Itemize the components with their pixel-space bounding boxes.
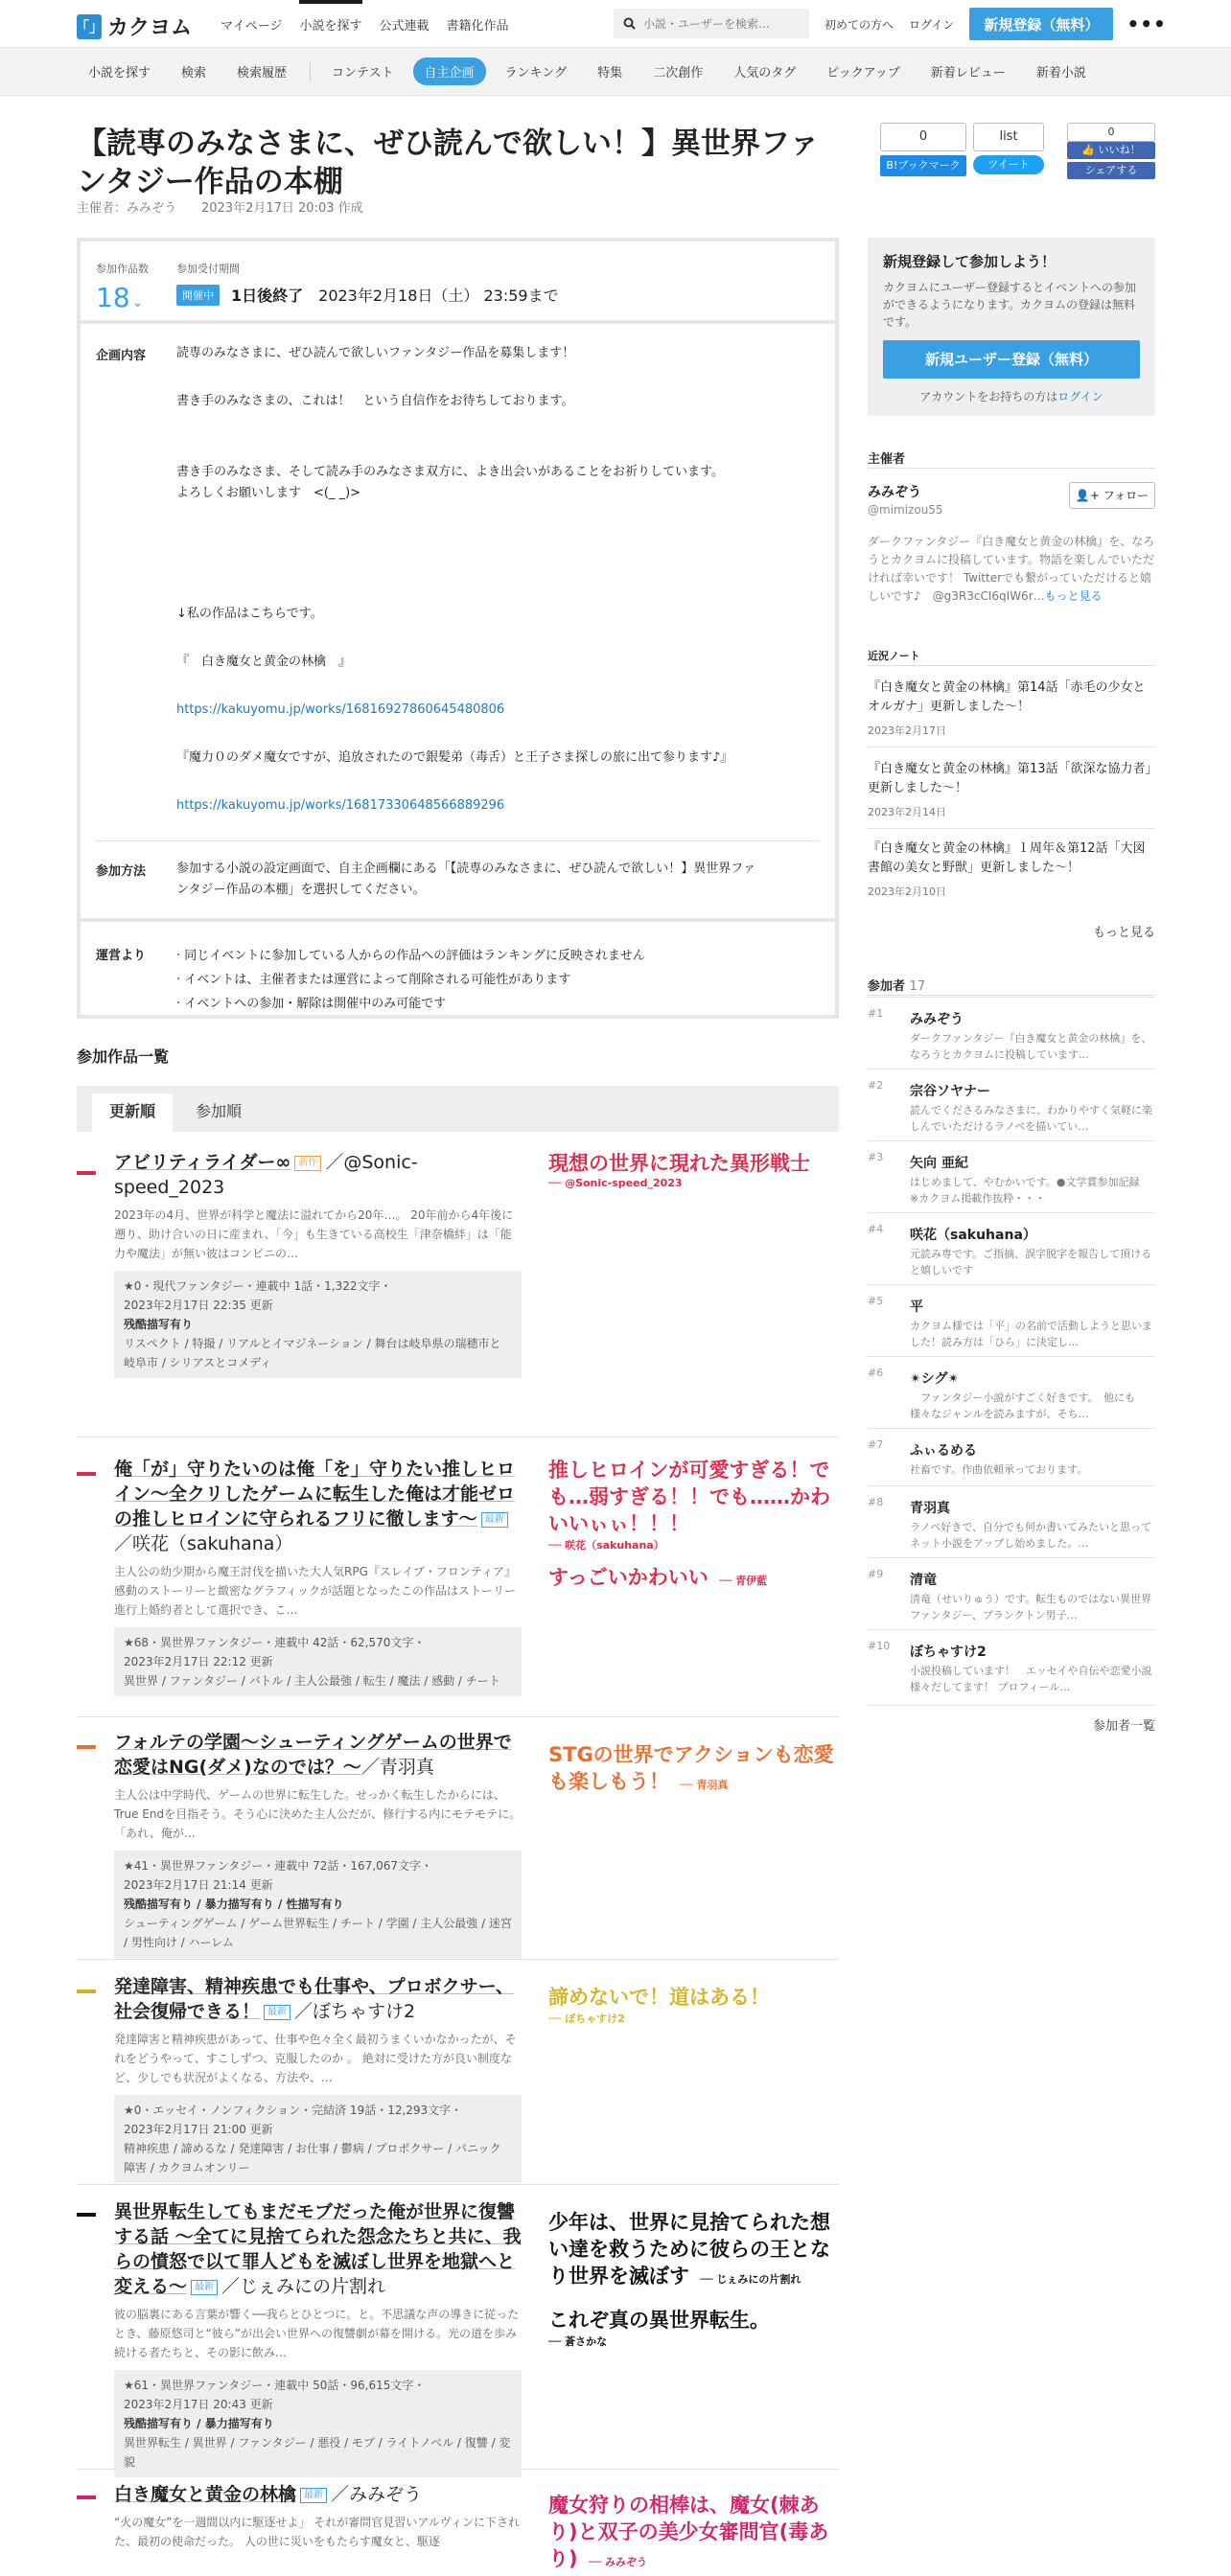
search-box[interactable] [614,9,809,38]
participant-item[interactable]: #2 宗谷ソヤナー 読んでくださるみなさまに、わかりやすく気軽に楽しんでいただけるラノベを描いてい… [868,1069,1155,1140]
work-catch [548,1457,836,1595]
color-bar [77,1171,96,1175]
list-share[interactable] [973,123,1044,174]
work-desc: 2023年の4月、世界が科学と魔法に溢れてから20年…。 20年前から4年後に遡り、助け合いの日に産まれ、「今」も生きている高校生「津奈橋絆」は「能力や魔法」が無い彼はコンビニの… [114,1208,514,1260]
login-line: アカウントをお持ちの方はログイン [919,390,1103,403]
note-date: 2023年2月17日 [868,724,946,737]
more-menu-button[interactable]: ••• [1126,12,1167,35]
global-header [0,0,1231,48]
color-bar [77,1472,96,1476]
host-heading: 主催者 [868,452,906,467]
participants-count: 17 [909,979,926,994]
work-desc: 彼の脳裏にある言葉が響く──我らとひとつに。と。不思議な声の導きに従ったとき、藤原悠司と“彼ら”が出会い世界への復讐劇が幕を開ける。光の道を歩み続ける者たちと、その影に飲み… [114,2308,520,2359]
note-item[interactable] [868,760,1155,829]
nav-mypage[interactable]: マイページ [221,18,283,34]
color-bar [77,1745,96,1749]
work-warnings: 残酷描写有り / 暴力描写有り [124,2417,274,2430]
catch-copy-2: すっごいかわいい ── 青伊藍 [548,1566,768,1589]
subnav-new-novels[interactable]: 新着小説 [1035,66,1086,80]
color-bar [77,1990,96,1993]
search-icon [623,17,636,30]
work-stats: ★0・現代ファンタジー・連載中 1話・1,322文字・ [124,1279,392,1293]
work-title[interactable]: 俺「が」守りたいのは俺「を」守りたい推しヒロイン～全クリしたゲームに転生した俺は才能ゼロの推しヒロインに守られるフリに徹します～ 最新／咲花（sakuhana） [114,1459,516,1554]
subnav-new-reviews[interactable]: 新着レビュー [930,66,1006,80]
work-warnings: 残酷描写有り / 暴力描写有り / 性描写有り [124,1898,344,1911]
event-description [81,328,835,922]
note-date: 2023年2月14日 [868,806,946,818]
participant-item[interactable]: #1 みみぞう ダークファンタジー『白き魔女と黄金の林檎』を、なろうとカクヨムに投稿しています… [868,997,1155,1069]
work-updated: 2023年2月17日 21:00 更新 [124,2123,273,2136]
work-author[interactable]: ／じぇみにの片割れ [221,2276,386,2297]
method-text-2: ンタジー作品の本棚」を選択してください。 [176,883,426,897]
note-date: 2023年2月10日 [868,886,946,898]
work-author[interactable]: ／みみぞう [331,2484,423,2505]
work-updated: 2023年2月17日 22:12 更新 [124,1655,273,1668]
note-title[interactable]: 『白き魔女と黄金の林檎』１周年＆第12話「大図書館の美女と野獣」更新しました～！ [868,841,1146,875]
catch-copy: 少年は、世界に見捨てられた想い達を救うために彼らの王となり世界を滅ぼす ── じぇみにの片割れ [548,2211,830,2288]
work-item [77,1730,839,1960]
note-item: · イベントは、主催者または運営によって削除される可能性があります [176,973,571,987]
work-catch [548,1741,836,1799]
work-catch [548,1150,836,1189]
desc-p5: ↓私の作品はこちらです。 [176,607,323,621]
tab-updated[interactable]: 更新順 [92,1093,173,1132]
work-tags[interactable]: 異世界 / ファンタジー / バトル / 主人公最強 / 転生 / 魔法 / 感動 / チート [124,1674,500,1688]
catch-copy-2: これぞ真の異世界転生。 [548,2309,770,2332]
work-warnings: 残酷描写有り [124,1318,194,1331]
participants-more-link[interactable]: 参加者一覧 [1092,1719,1155,1734]
notes-more-link[interactable]: もっと見る [1092,926,1155,940]
catch-author[interactable]: ── ぼちゃすけ2 [548,2012,625,2025]
work-stats: ★61・異世界ファンタジー・連載中 50話・96,615文字・ [124,2379,426,2392]
fb-count: 0 [1067,123,1155,142]
new-badge: 最新 [191,2280,218,2295]
work-desc: 主人公は中学時代、ゲームの世界に転生した。せっかく転生したからには、True Endを目指そう。そう心に決めた主人公だが、修行する内にモテモテに。「あれ、俺が… [114,1788,522,1840]
host-more-link[interactable]: もっと見る [1044,589,1103,603]
work-tags[interactable]: 精神疾患 / 諦めるな / 発達障害 / お仕事 / 鬱病 / プロボクサー / パニック障害 / カクヨムオンリー [124,2142,501,2174]
desc-p2: 書き手のみなさまの、これは！ という自信作をお待ちしております。 [176,394,574,408]
host-id: @mimizou55 [868,503,943,517]
work-author[interactable]: ／咲花（sakuhana） [114,1533,293,1554]
new-badge: 最新 [300,2488,327,2503]
register-button[interactable]: 新規ユーザー登録（無料） [883,340,1140,379]
person-plus-icon: 👤+ [1075,489,1100,502]
participants-heading: 参加者 17 [868,979,926,994]
signup-button[interactable]: 新規登録（無料） [969,8,1113,40]
divider [96,840,820,841]
work-meta [114,1271,522,1378]
desc-p4: よろしくお願いします <(_ _)> [176,486,361,500]
work-catch [548,1984,836,2026]
catch-author[interactable]: ── 青羽真 [680,1779,729,1791]
deadline-label: 参加受付期間 [176,263,240,275]
participant-item[interactable]: #7 ふぃるめる 社畜です。作曲依頼承っております。 [868,1428,1155,1485]
work-author[interactable]: ／@Sonic-speed_2023 [114,1152,418,1198]
subnav-pickup[interactable]: ピックアップ [826,66,900,80]
participant-item[interactable]: #9 清竜 清竜（せいりゅう）です。転生ものではない異世界ファンタジー、ブランクトン男子… [868,1557,1155,1629]
works-num: 18 [96,282,130,313]
work-stats: ★0・エッセイ・ノンフィクション・完結済 19話・12,293文字・ [124,2104,463,2117]
subnav-user-events[interactable]: 自主企画 [413,58,486,85]
note-item: · 同じイベントに参加している人からの作品への評価はランキングに反映されません [176,949,645,963]
fb-share-button[interactable]: シェアする [1067,162,1155,179]
participant-item[interactable]: #4 咲花（sakuhana） 元読み専です。ご指摘、誤字脱字を報告して頂けると嬉しいです [868,1212,1155,1284]
work-link-2[interactable]: https://kakuyomu.jp/works/16817330648566889296 [176,798,505,813]
divider [868,468,1155,469]
catch-copy: 現想の世界に現れた異形戦士 [548,1152,810,1175]
tab-joined[interactable]: 参加順 [196,1102,243,1120]
sidebar-login-link[interactable]: ログイン [1057,390,1103,403]
catch-copy: 魔女狩りの相棒は、魔女(棘あり)と双子の美少女審問官(毒あり) ── みみぞう [548,2494,829,2570]
tweet-button[interactable]: ツイート [973,155,1044,174]
note-item[interactable] [868,678,1155,748]
header-right [825,0,1167,48]
catch-author-2[interactable]: ── 蒼さかな [548,2335,608,2348]
new-badge: 最新 [481,1512,508,1528]
follow-label: フォロー [1103,489,1150,502]
list-button[interactable]: list [973,123,1044,151]
work-title[interactable]: 異世界転生してもまだモブだった俺が世界に復讐する話 ～全てに見捨てられた怨念たちと共に、我らの憤怒で以て罪人どもを滅ぼし世界を地獄へと変える～ 最新 ／じぇみにの片割れ [114,2201,522,2297]
work-title[interactable]: アビリティライダー∞ 新作 ／@Sonic-speed_2023 [114,1152,418,1198]
works-count-label: 参加作品数 [96,263,149,275]
note-item: · イベントへの参加・解除は開催中のみ可能です [176,997,447,1011]
page-title: 【読専のみなさまに、ぜひ読んで欲しい！】異世界ファンタジー作品の本棚 [77,126,820,199]
catch-author[interactable]: ── みみぞう [588,2556,647,2568]
search-input[interactable] [643,17,797,31]
works-list-title: 参加作品一覧 [77,1047,170,1066]
desc-p6: 『 白き魔女と黄金の林檎 』 [176,655,352,669]
sub-nav [0,48,1231,96]
fb-like-button[interactable] [1067,142,1155,159]
color-bar [77,2496,96,2499]
desc-p3: 書き手のみなさま、そして読み手のみなさま双方に、よき出会いがあることをお祈りしています。 [176,465,724,479]
subnav-search[interactable]: 検索 [181,66,207,80]
share-buttons [803,123,1158,190]
divider [868,995,1155,996]
catch-copy: 推しヒロインが可愛すぎる！でも…弱すぎる！！でも……かわいいぃぃ！！！ [548,1459,830,1535]
event-period [81,242,835,324]
follow-button[interactable] [1069,482,1155,509]
work-tags[interactable]: 異世界転生 / 異世界 / ファンタジー / 悪役 / モブ / ライトノベル / 復讐 / 変貌 [124,2436,511,2469]
work-link-1[interactable]: https://kakuyomu.jp/works/16816927860645480806 [176,702,505,717]
kakuyomu-logo[interactable] [77,12,192,41]
new-badge: 最新 [264,2005,290,2020]
subnav-find[interactable]: 小説を探す [88,66,151,80]
catch-copy: STGの世界でアクションも恋愛も楽しもう！ ── 青羽真 [548,1743,834,1793]
catch-copy: 諦めないで！道はある！ [548,1986,770,2009]
notes-heading: 近況ノート [868,650,920,662]
subnav-ranking[interactable]: ランキング [504,66,568,80]
hatena-bookmark[interactable] [880,123,966,176]
hatena-count: 0 [880,123,966,151]
work-tags[interactable]: リスペクト / 特撮 / リアルとイマジネーション / 舞台は岐阜県の瑞穂市と岐阜市 / シリアスとコメディ [124,1337,501,1369]
subnav-feature[interactable]: 特集 [597,66,623,80]
signup-box [868,238,1155,416]
subnav-popular-tags[interactable]: 人気のタグ [733,66,797,80]
color-bar [77,2213,96,2217]
desc-p1: 読専のみなさまに、ぜひ読んで欲しいファンタジー作品を募集します！ [176,346,575,360]
fb-like-label: いいね！ [1098,144,1141,156]
sort-tabs [77,1086,839,1132]
signup-text: カクヨムにユーザー登録するとイベントへの参加ができるようになります。カクヨムの登録は無料です。 [883,281,1137,329]
work-stats: ★68・異世界ファンタジー・連載中 42話・62,570文字・ [124,1636,426,1649]
work-item [77,1150,839,1438]
nav-official-serial[interactable]: 公式連載 [379,18,430,34]
beginner-link[interactable]: 初めての方へ [825,17,894,32]
work-updated: 2023年2月17日 20:43 更新 [124,2398,273,2411]
catch-author-2[interactable]: ── 青伊藍 [719,1575,768,1587]
note-title[interactable]: 『白き魔女と黄金の林檎』第13話「欲深な協力者」更新しました～！ [868,762,1152,795]
logo-mark-icon: 「」 [77,14,102,39]
login-link[interactable]: ログイン [909,17,955,32]
note-title[interactable]: 『白き魔女と黄金の林檎』第14話「赤毛の少女とオルガナ」更新しました～！ [868,680,1146,714]
work-author[interactable]: ／ぼちゃすけ2 [294,2001,416,2022]
work-item [77,1457,839,1717]
host-bio: ダークファンタジー『白き魔女と黄金の林檎』を、なろうとカクヨムに投稿しています。物語を楽しんでいただければ幸いです！ Twitterでも繋がっていただけると嬉しいです♪ @g3R3cCI6qIW6r…もっと見る [868,535,1155,603]
work-desc: 発達障害と精神疾患があって、仕事や色々全く最初うまくいかなかったが、それをどうやって、すこしずつ、克服したのか 。 絶対に受けた方が良い制度など、少しでも状況がよくなる、方法や、… [114,2033,517,2084]
event-meta: 主催者：みみぞう 2023年2月17日 20:03 作成 [77,201,363,216]
thumbs-up-icon: 👍 [1081,144,1096,156]
logo-text: カクヨム [107,16,193,40]
work-meta [114,2095,522,2183]
hatena-button[interactable]: B!ブックマーク [880,155,966,176]
work-tags[interactable]: シューティングゲーム / ゲーム世界転生 / チート / 学園 / 主人公最強 / 迷宮 / 男性向け / ハーレム [124,1917,512,1949]
event-info-box [77,238,839,1019]
catch-author[interactable]: ── 咲花（sakuhana） [548,1539,664,1552]
work-meta [114,1851,522,1958]
work-updated: 2023年2月17日 21:14 更新 [124,1878,273,1892]
subnav-contest[interactable]: コンテスト [332,66,394,80]
deadline [176,261,559,306]
chevron-down-icon: ⌄ [131,295,144,310]
catch-author[interactable]: ── じぇみにの片割れ [700,2273,801,2286]
note-item[interactable] [868,840,1155,908]
global-nav [221,0,526,48]
notes-label: 運営より [96,949,147,963]
work-stats: ★41・異世界ファンタジー・連載中 72話・167,067文字・ [124,1859,433,1873]
new-badge: 新作 [294,1156,321,1171]
content-label: 企画内容 [96,349,147,363]
work-title[interactable]: 発達障害、精神疾患でも仕事や、プロボクサー、社会復帰できる！ 最新 ／ぼちゃすけ2 [114,1976,514,2022]
method-text-1: 参加する小説の設定画面で、自主企画欄にある「【読専のみなさまに、ぜひ読んで欲しい！】異世界ファ [176,862,755,876]
nav-find-novels[interactable]: 小説を探す [299,0,361,48]
works-count-value[interactable] [96,282,149,313]
nav-published-works[interactable]: 書籍化作品 [446,18,509,34]
work-meta [114,1627,522,1696]
work-title[interactable]: 白き魔女と黄金の林檎 最新 ／みみぞう [114,2484,423,2505]
subnav-history[interactable]: 検索履歴 [237,66,288,80]
catch-author[interactable]: ── @Sonic-speed_2023 [548,1177,683,1189]
work-item [77,2199,839,2470]
participant-item[interactable]: #6 ✴シグ✴ ファンタジー小説がすごく好きです。 他にも様々なジャンルを読みますが、そち… [868,1356,1155,1428]
subnav-divider [310,62,311,81]
divider [868,665,1155,666]
work-catch [548,2492,836,2576]
work-catch [548,2209,836,2349]
work-updated: 2023年2月17日 22:35 更新 [124,1299,273,1312]
host-name[interactable]: みみぞう [868,485,921,500]
deadline-date: 2023年2月18日（土） 23:59まで [318,287,559,305]
work-meta [114,2370,522,2477]
operator-notes [81,926,835,1015]
method-label: 参加方法 [96,864,147,879]
works-count[interactable] [96,261,149,313]
status-badge: 開催中 [176,285,220,306]
work-author[interactable]: ／青羽真 [360,1757,434,1778]
facebook-share[interactable] [1067,123,1155,179]
remaining-time: 1日後終了 [231,287,304,305]
work-desc: 主人公の幼少期から魔王討伐を描いた大人気RPG『スレイブ・フロンティア』感動のストーリーと緻密なグラフィックが話題となったこの作品はストーリー進行上婚約者として選択でき、こ… [114,1565,517,1617]
desc-p7: 『魔力０のダメ魔女ですが、追放されたので銀髪弟（毒舌）と王子さま探しの旅に出て参ります♪』 [176,750,733,765]
work-item [77,2482,839,2570]
participant-item[interactable]: #5 平 カクヨム様では「平」の名前で活動しようと思いました！読み方は「ひら」に決定し… [868,1284,1155,1356]
work-title[interactable]: フォルテの学園～シューティングゲームの世界で恋愛はNG(ダメ)なのでは？～／青羽真 [114,1732,512,1778]
work-desc: “火の魔女”を一週間以内に駆逐せよ」 それが審問官見習いアルヴィンに下された、最初の使命だった。 人の世に災いをもたらす魔女と、駆逐 [114,2516,521,2548]
work-item [77,1974,839,2185]
participant-item[interactable]: #8 青羽真 ラノベ好きで、自分でも何か書いてみたいと思ってネット小説をアップし始めました。… [868,1485,1155,1557]
signup-title: 新規登録して参加しよう！ [883,253,1057,270]
subnav-fanfic[interactable]: 二次創作 [653,66,704,80]
participant-item[interactable]: #3 矢向 亜紀 はじめまして、やむかいです。●文学賞参加記録 ※カクヨム掲載作抜粋・・・ [868,1140,1155,1212]
participant-item[interactable]: #10 ぼちゃすけ2 小説投稿しています！ エッセイや自伝や恋愛小説様々だしてます！ プロフィール… [868,1629,1155,1706]
